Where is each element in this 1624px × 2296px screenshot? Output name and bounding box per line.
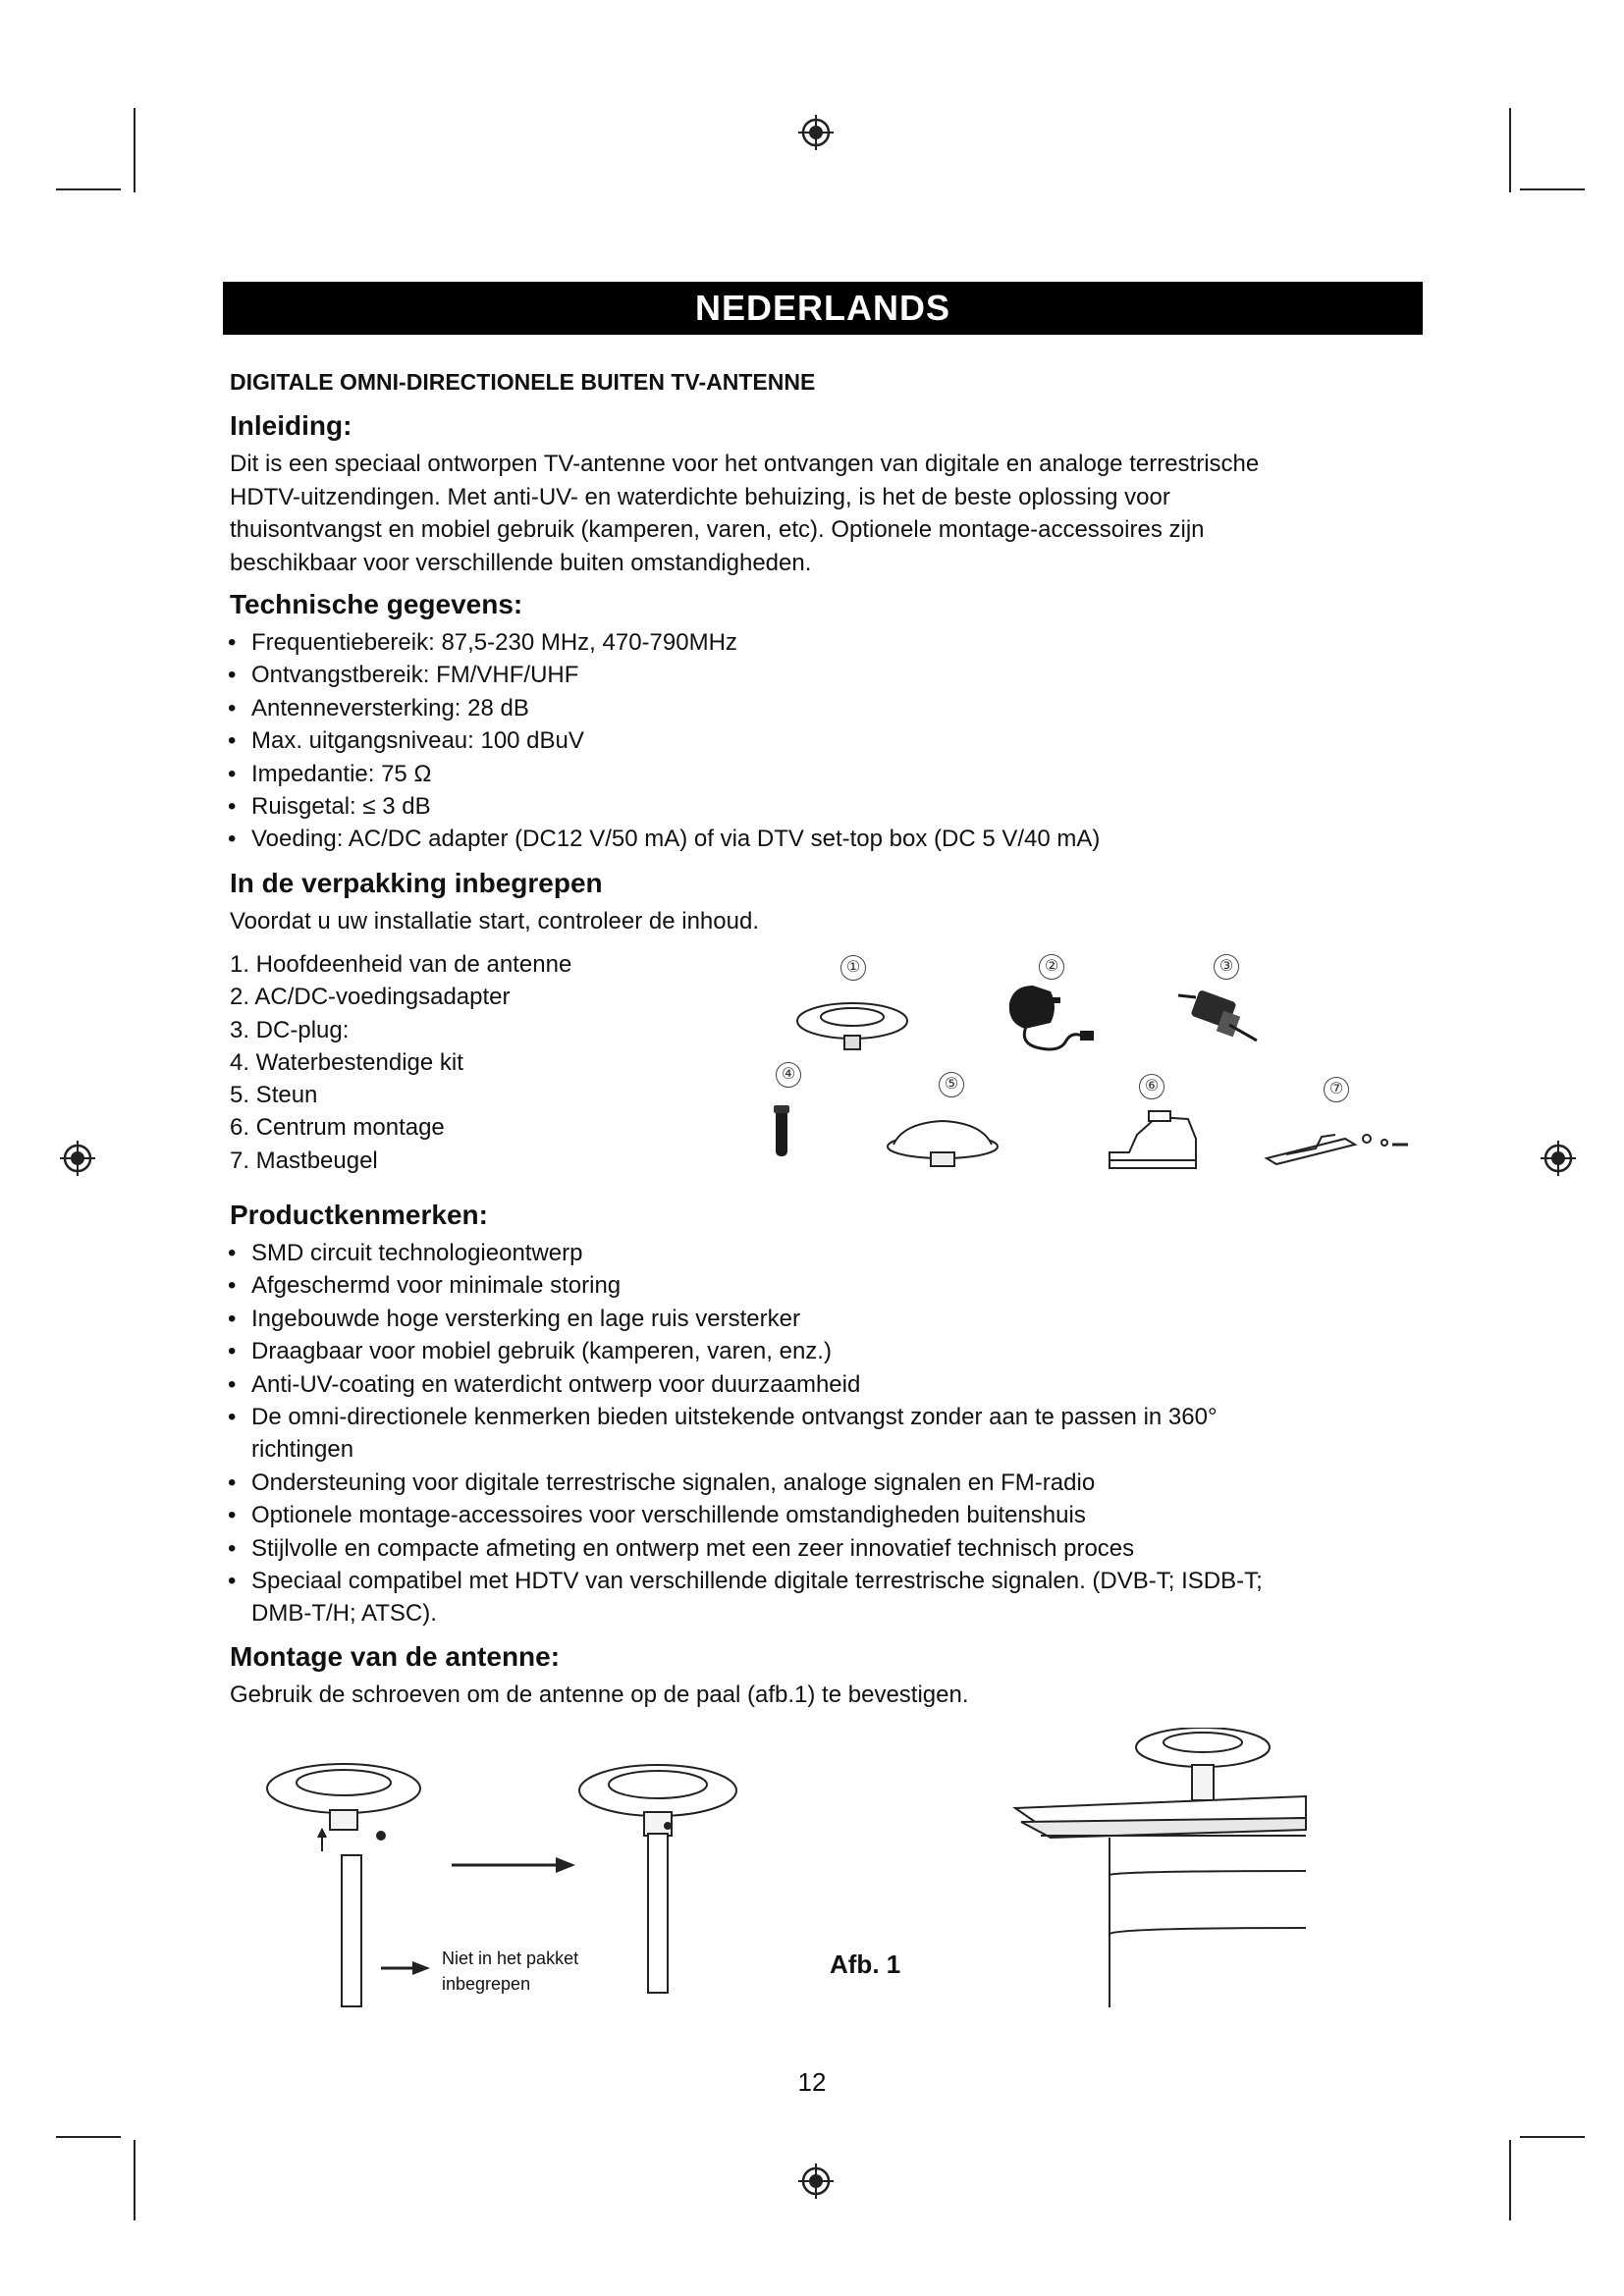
package-item: 5. Steun <box>230 1082 318 1109</box>
intro-heading: Inleiding: <box>230 410 352 441</box>
package-item: 2. AC/DC-voedingsadapter <box>230 984 511 1011</box>
registration-mark-icon <box>1540 1140 1577 1177</box>
crop-mark <box>1520 2136 1585 2138</box>
specs-list <box>228 626 1406 856</box>
crop-mark <box>56 2136 121 2138</box>
figure-number: ③ <box>1214 954 1239 980</box>
antenna-on-roof-icon <box>1015 1728 1306 2007</box>
package-contents-figure <box>756 942 1424 1198</box>
feature-item: • Draagbaar voor mobiel gebruik (kamperen, varen, enz.) <box>228 1335 1406 1367</box>
crop-mark <box>134 108 135 192</box>
figure-number: ② <box>1039 954 1064 980</box>
arrow-right-icon <box>452 1857 575 1873</box>
feature-item-continuation: richtingen <box>251 1436 354 1464</box>
features-list <box>228 1237 1406 1630</box>
registration-mark-icon <box>797 114 835 151</box>
specs-heading: Technische gegevens: <box>230 589 523 619</box>
package-item: 7. Mastbeugel <box>230 1147 378 1174</box>
feature-item: • De omni-directionele kenmerken bieden uitstekende ontvangst zonder aan te passen in 360° <box>228 1401 1406 1433</box>
antenna-head-icon <box>797 1003 907 1049</box>
intro-line: HDTV-uitzendingen. Met anti-UV- en waterdichte behuizing, is het de beste oplossing voor <box>230 483 1170 510</box>
document-title: DIGITALE OMNI-DIRECTIONELE BUITEN TV-ANTENNE <box>230 369 816 395</box>
feature-item: • Optionele montage-accessoires voor verschillende omstandigheden buitenshuis <box>228 1499 1406 1531</box>
package-item: 4. Waterbestendige kit <box>230 1048 463 1076</box>
antenna-unmounted-icon <box>267 1764 420 2006</box>
antenna-mounted-icon <box>579 1765 736 1993</box>
figure-number: ⑥ <box>1139 1074 1164 1099</box>
package-item: 3. DC-plug: <box>230 1016 350 1043</box>
page-number: 12 <box>797 2067 827 2097</box>
not-included-note-line: Niet in het pakket <box>442 1949 579 1968</box>
package-heading: In de verpakking inbegrepen <box>230 868 603 898</box>
spec-item: • Max. uitgangsniveau: 100 dBuV <box>228 724 1406 757</box>
feature-item: • Anti-UV-coating en waterdicht ontwerp voor duurzaamheid <box>228 1368 1406 1401</box>
crop-mark <box>1520 188 1585 190</box>
package-intro: Voordat u uw installatie start, controleer de inhoud. <box>230 908 759 934</box>
arrow-right-icon <box>381 1961 430 1975</box>
mount-heading: Montage van de antenne: <box>230 1641 561 1672</box>
mounting-drawing <box>265 1728 1316 2012</box>
figure-number: ① <box>840 955 866 981</box>
support-icon <box>888 1121 998 1166</box>
crop-mark <box>1509 108 1511 192</box>
mast-bracket-icon <box>1267 1135 1408 1164</box>
feature-item-continuation: DMB-T/H; ATSC). <box>251 1600 437 1628</box>
spec-item: • Ruisgetal: ≤ 3 dB <box>228 790 1406 823</box>
crop-mark <box>56 188 121 190</box>
dc-plug-icon <box>1178 989 1257 1041</box>
center-mount-icon <box>1110 1111 1196 1168</box>
spec-item: • Antenneversterking: 28 dB <box>228 692 1406 724</box>
figure-number: ⑤ <box>939 1072 964 1097</box>
intro-line: beschikbaar voor verschillende buiten omstandigheden. <box>230 549 812 576</box>
feature-item: • Ingebouwde hoge versterking en lage ruis versterker <box>228 1303 1406 1335</box>
figure-number: ⑦ <box>1324 1077 1349 1102</box>
feature-item: • SMD circuit technologieontwerp <box>228 1237 1406 1269</box>
intro-line: Dit is een speciaal ontworpen TV-antenne voor het ontvangen van digitale en analoge terrestrische <box>230 451 1260 477</box>
spec-item: • Frequentiebereik: 87,5-230 MHz, 470-790MHz <box>228 626 1406 659</box>
crop-mark <box>134 2140 135 2220</box>
feature-item: • Ondersteuning voor digitale terrestrische signalen, analoge signalen en FM-radio <box>228 1467 1406 1499</box>
figure-label: Afb. 1 <box>830 1949 901 1979</box>
package-parts-drawing <box>756 942 1424 1198</box>
intro-line: thuisontvangst en mobiel gebruik (kamperen, varen, etc). Optionele montage-accessoires zijn <box>230 516 1205 543</box>
feature-item: • Stijlvolle en compacte afmeting en ontwerp met een zeer innovatief technisch proces <box>228 1532 1406 1565</box>
mounting-figure <box>265 1728 1316 2012</box>
not-included-note <box>442 1946 578 1997</box>
not-included-note-line: inbegrepen <box>442 1974 531 1994</box>
waterproof-kit-icon <box>774 1105 789 1156</box>
package-item: 6. Centrum montage <box>230 1114 445 1142</box>
language-banner: NEDERLANDS <box>223 282 1423 335</box>
registration-mark-icon <box>59 1140 96 1177</box>
package-item: 1. Hoofdeenheid van de antenne <box>230 951 572 978</box>
registration-mark-icon <box>797 2163 835 2200</box>
feature-item: • Speciaal compatibel met HDTV van verschillende digitale terrestrische signalen. (DVB-T; ISDB-T; <box>228 1565 1406 1597</box>
features-heading: Productkenmerken: <box>230 1200 488 1230</box>
spec-item: • Voeding: AC/DC adapter (DC12 V/50 mA) of via DTV set-top box (DC 5 V/40 mA) <box>228 823 1406 855</box>
crop-mark <box>1509 2140 1511 2220</box>
figure-number: ④ <box>776 1062 801 1088</box>
power-adapter-icon <box>1009 986 1094 1049</box>
spec-item: • Impedantie: 75 Ω <box>228 758 1406 790</box>
spec-item: • Ontvangstbereik: FM/VHF/UHF <box>228 659 1406 691</box>
mount-text: Gebruik de schroeven om de antenne op de paal (afb.1) te bevestigen. <box>230 1682 969 1708</box>
intro-paragraph <box>230 448 1408 579</box>
feature-item: • Afgeschermd voor minimale storing <box>228 1269 1406 1302</box>
